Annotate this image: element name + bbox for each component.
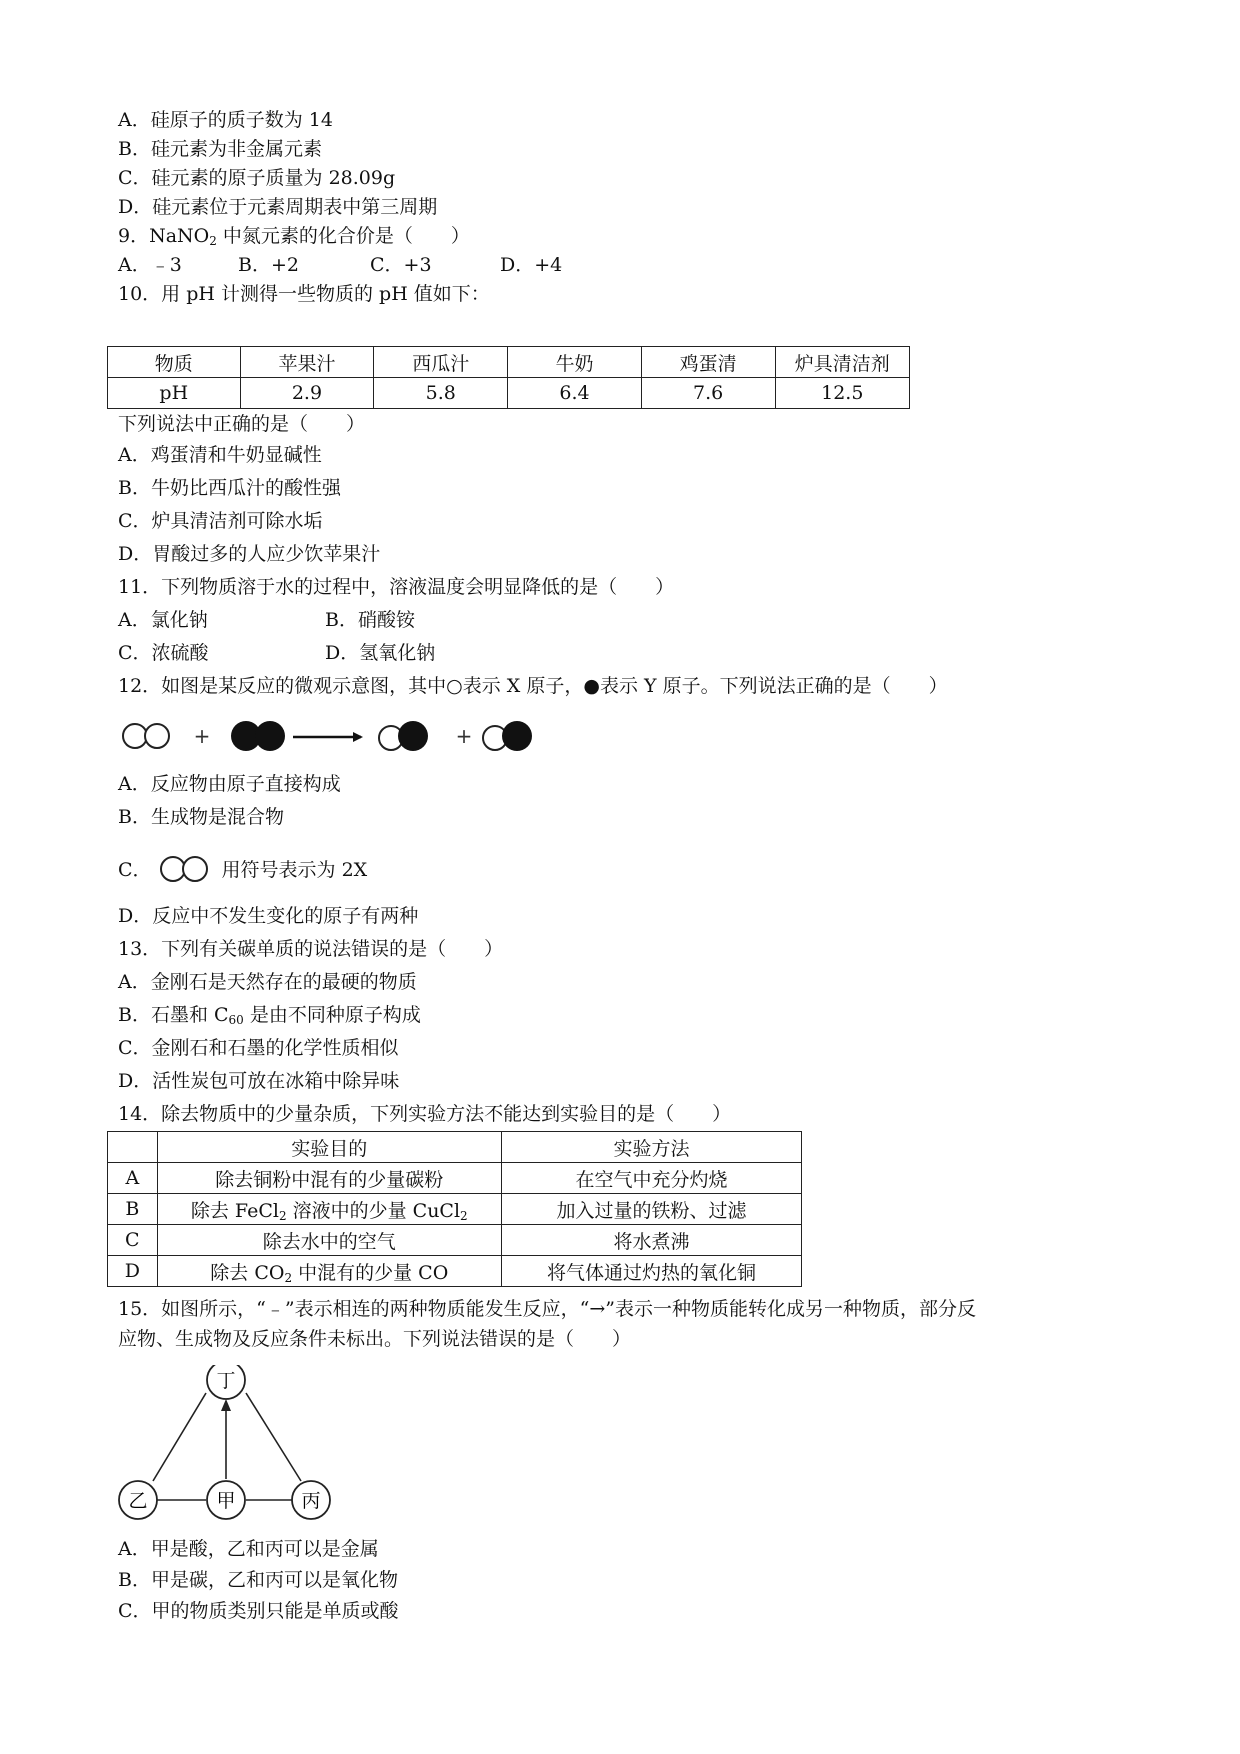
- q10-option-d: D．胃酸过多的人应少饮苹果汁: [118, 543, 381, 565]
- q14-b-purpose-pre: 除去 FeCl: [190, 1199, 279, 1222]
- q10-value-cell: pH: [108, 378, 241, 409]
- q9-stem-sub: 2: [209, 234, 217, 248]
- q14-row-label: A: [108, 1163, 158, 1194]
- q10-ph-table: [107, 346, 910, 409]
- q8-option-c: C．硅元素的原子质量为 28.09g: [118, 167, 396, 189]
- plus-sign: +: [193, 724, 211, 748]
- x2-molecule-icon: [156, 855, 218, 883]
- q12-reaction-diagram: [118, 714, 558, 758]
- q8-option-b: B．硅元素为非金属元素: [118, 138, 322, 160]
- node-bing: [292, 1481, 330, 1519]
- q10-header-cell: 炉具清洁剂: [775, 347, 909, 378]
- q12-option-c: [118, 855, 367, 883]
- q14-b-purpose-mid: 溶液中的少量 CuCl: [286, 1199, 461, 1222]
- node-jia: [207, 1481, 245, 1519]
- q14-header-purpose: 实验目的: [157, 1132, 501, 1163]
- q15-stem-line2: 应物、生成物及反应条件未标出。下列说法错误的是（ ）: [118, 1328, 632, 1350]
- q14-d-purpose-pre: 除去 CO: [210, 1261, 285, 1284]
- product-xy-molecule-2: [483, 721, 532, 751]
- node-jia-label: 甲: [216, 1490, 236, 1512]
- arrowhead-icon: [221, 1399, 231, 1411]
- q10-value-cell: 12.5: [775, 378, 909, 409]
- q10-value-cell: 5.8: [374, 378, 508, 409]
- q13-option-d: D．活性炭包可放在冰箱中除异味: [118, 1070, 400, 1092]
- q14-d-purpose-sub1: 2: [284, 1270, 293, 1285]
- node-ding-label: 丁: [216, 1370, 236, 1392]
- q13-option-b-sub: 60: [228, 1013, 244, 1027]
- q14-corner-cell: [108, 1132, 158, 1163]
- q11-option-b: B．硝酸铵: [325, 609, 415, 631]
- q13-option-b: [118, 1003, 421, 1032]
- q9-option-d: D．+4: [500, 254, 563, 276]
- q13-stem: 13．下列有关碳单质的说法错误的是（ ）: [118, 938, 504, 960]
- q14-row-method: 将水煮沸: [501, 1225, 801, 1256]
- q14-b-purpose-sub1: 2: [278, 1208, 287, 1223]
- q14-row-b: [108, 1194, 802, 1225]
- q13-option-c: C．金刚石和石墨的化学性质相似: [118, 1037, 399, 1059]
- q14-row-d: [108, 1256, 802, 1287]
- q14-b-purpose-sub2: 2: [460, 1208, 468, 1223]
- q11-option-a: A．氯化钠: [118, 609, 208, 631]
- q10-option-c: C．炉具清洁剂可除水垢: [118, 510, 323, 532]
- q9-option-a: A．﹣3: [118, 254, 182, 276]
- q12-option-a: A．反应物由原子直接构成: [118, 773, 341, 795]
- q10-value-cell: 6.4: [508, 378, 642, 409]
- q9-stem-post: 中氮元素的化合价是（ ）: [216, 225, 470, 247]
- q15-option-c: C．甲的物质类别只能是单质或酸: [118, 1600, 399, 1622]
- q9-option-b: B．+2: [238, 254, 299, 276]
- q14-row-label: D: [108, 1256, 158, 1287]
- q11-option-c: C．浓硫酸: [118, 642, 209, 664]
- q9-option-c: C．+3: [370, 254, 432, 276]
- q15-stem-line1: 15．如图所示，“﹣”表示相连的两种物质能发生反应，“→”表示一种物质能转化成另一种物质，部分反: [118, 1298, 976, 1320]
- reactant-y2-molecule: [231, 721, 285, 751]
- q15-option-a: A．甲是酸，乙和丙可以是金属: [118, 1538, 379, 1560]
- node-yi: [119, 1481, 157, 1519]
- q10-stem: 10．用 pH 计测得一些物质的 pH 值如下：: [118, 283, 490, 305]
- reactant-x2-molecule: [123, 724, 169, 748]
- q11-option-d: D．氢氧化钠: [325, 642, 436, 664]
- q14-row-method: 加入过量的铁粉、过滤: [501, 1194, 801, 1225]
- q14-row-purpose: 除去铜粉中混有的少量碳粉: [157, 1163, 501, 1194]
- q14-row-purpose: [157, 1256, 501, 1287]
- q14-row-method: 将气体通过灼热的氧化铜: [501, 1256, 801, 1287]
- q9-stem-pre: 9．NaNO: [118, 225, 210, 247]
- q14-row-method: 在空气中充分灼烧: [501, 1163, 801, 1194]
- product-xy-molecule-1: [379, 721, 428, 751]
- q10-header-cell: 苹果汁: [240, 347, 374, 378]
- q12-option-c-suffix: 用符号表示为 2X: [221, 859, 368, 881]
- reaction-arrow: [293, 732, 363, 742]
- q10-header-cell: 鸡蛋清: [641, 347, 775, 378]
- q10-value-cell: 7.6: [641, 378, 775, 409]
- q14-row-a: [108, 1163, 802, 1194]
- q12-option-c-prefix: C．: [118, 859, 152, 881]
- q12-option-b: B．生成物是混合物: [118, 806, 284, 828]
- q14-row-label: B: [108, 1194, 158, 1225]
- q9-stem: [118, 224, 470, 253]
- q15-relation-diagram: [118, 1365, 368, 1525]
- q10-header-cell: 物质: [108, 347, 241, 378]
- q14-header-method: 实验方法: [501, 1132, 801, 1163]
- q10-option-a: A．鸡蛋清和牛奶显碱性: [118, 444, 322, 466]
- q10-prompt: 下列说法中正确的是（ ）: [118, 413, 366, 435]
- edge-ding-yi: [153, 1393, 206, 1481]
- q10-table-header-row: [108, 347, 910, 378]
- q14-header-row: [108, 1132, 802, 1163]
- q13-option-a: A．金刚石是天然存在的最硬的物质: [118, 971, 417, 993]
- q14-stem: 14．除去物质中的少量杂质，下列实验方法不能达到实验目的是（ ）: [118, 1103, 732, 1125]
- q14-experiment-table: [107, 1131, 802, 1287]
- q10-header-cell: 牛奶: [508, 347, 642, 378]
- q13-option-b-post: 是由不同种原子构成: [243, 1004, 421, 1026]
- q14-row-label: C: [108, 1225, 158, 1256]
- plus-sign: +: [455, 724, 473, 748]
- q14-d-purpose-mid: 中混有的少量 CO: [292, 1261, 449, 1284]
- q8-option-a: A．硅原子的质子数为 14: [118, 109, 333, 131]
- q8-option-d: D．硅元素位于元素周期表中第三周期: [118, 196, 438, 218]
- node-bing-label: 丙: [301, 1490, 321, 1512]
- q10-option-b: B．牛奶比西瓜汁的酸性强: [118, 477, 341, 499]
- node-yi-label: 乙: [128, 1490, 148, 1512]
- q14-row-c: [108, 1225, 802, 1256]
- edge-ding-bing: [246, 1393, 301, 1481]
- q13-option-b-pre: B．石墨和 C: [118, 1004, 229, 1026]
- q12-stem: 12．如图是某反应的微观示意图，其中○表示 X 原子，●表示 Y 原子。下列说法正确的是（ ）: [118, 675, 948, 697]
- q14-row-purpose: 除去水中的空气: [157, 1225, 501, 1256]
- q10-value-cell: 2.9: [240, 378, 374, 409]
- q10-header-cell: 西瓜汁: [374, 347, 508, 378]
- q12-option-d: D．反应中不发生变化的原子有两种: [118, 905, 419, 927]
- q15-option-b: B．甲是碳，乙和丙可以是氧化物: [118, 1569, 398, 1591]
- node-ding: [207, 1365, 245, 1399]
- q11-stem: 11．下列物质溶于水的过程中，溶液温度会明显降低的是（ ）: [118, 576, 675, 598]
- q10-table-value-row: [108, 378, 910, 409]
- q14-row-purpose: [157, 1194, 501, 1225]
